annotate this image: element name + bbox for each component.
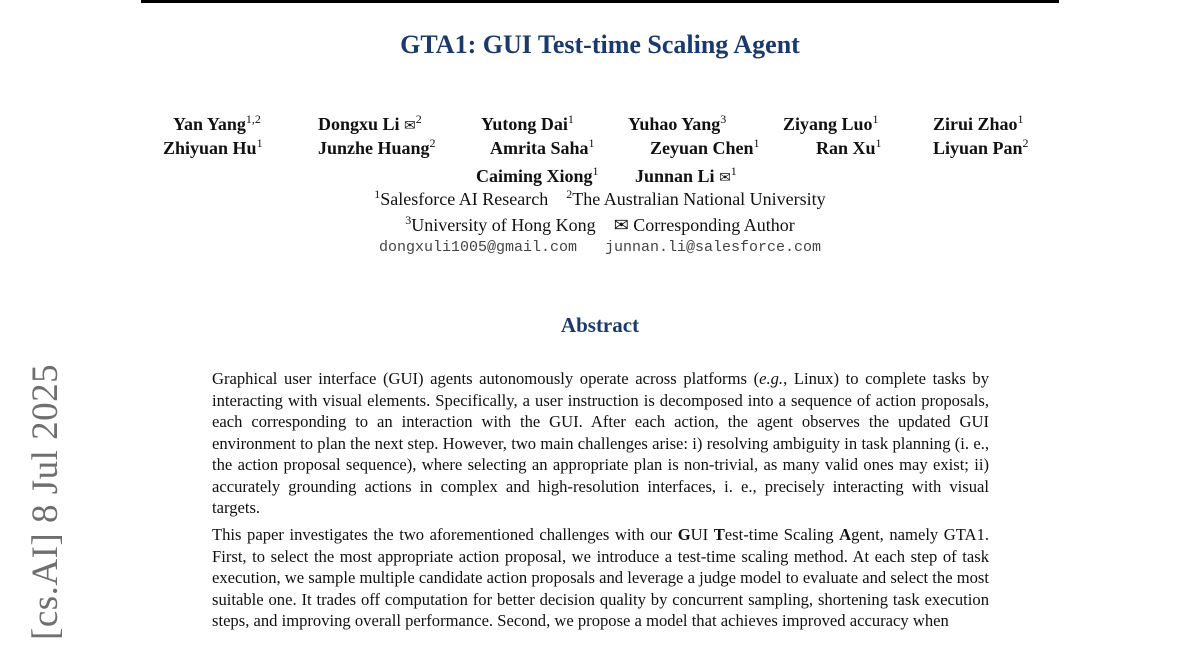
abstract-paragraph-2: This paper investigates the two aforementioned challenges with our GUI Test-time Scaling Agent, namely GTA1. First, to select the most appropriate action proposal, we introduce a test-time scaling method. At each step of task execution, we sample multiple candidate action proposals and leverage a judge model to evaluate and select the most suitable one. It trades off computation for better decision quality by concurrent sampling, shortening task execution steps, and improving overall performance. Second, we propose a model that achieves improved accuracy when — [212, 525, 990, 630]
email-line — [0, 239, 1200, 256]
author-zirui-zhao: Zirui Zhao$^1$ — [933, 112, 1024, 134]
envelope-icon: ✉ — [404, 119, 416, 134]
author-yuhao-yang: Yuhao Yang$^3$ — [628, 112, 727, 134]
author-dongxu-li: Dongxu Li ✉$^2$ — [318, 112, 422, 134]
author-junnan-li: Junnan Li ✉$^1$ — [635, 164, 737, 186]
author-amrita-saha: Amrita Saha$^1$ — [490, 136, 595, 158]
affiliations-line-2: $^3$University of Hong Kong ✉ Corresponding Author — [405, 213, 795, 235]
email-dongxu[interactable]: dongxuli1005@gmail.com — [378, 239, 577, 256]
abstract-paragraph-1: Graphical user interface (GUI) agents autonomously operate across platforms (e.g., Linux) to complete tasks by interacting with visual elements. Specifically, a user instruction is decomposed into a sequence of action proposals, each corresponding to an interaction with the GUI. After each action, the agent observes the updated GUI environment to plan the next step. However, two main challenges arise: i) resolving ambiguity in task planning (i. e., the action proposal sequence), where selecting an appropriate plan is non-trivial, as many valid ones may exist; ii) accurately grounding actions in complex and high-resolution interfaces, i. e., precisely interacting with visual targets. — [212, 369, 989, 517]
arxiv-stamp: [cs.AI] 8 Jul 2025 — [25, 363, 66, 640]
envelope-icon: ✉ — [613, 215, 629, 235]
author-ziyang-luo: Ziyang Luo$^1$ — [783, 112, 879, 134]
author-caiming-xiong: Caiming Xiong$^1$ — [476, 164, 599, 186]
author-liyuan-pan: Liyuan Pan$^2$ — [933, 136, 1029, 158]
author-zhiyuan-hu: Zhiyuan Hu$^1$ — [163, 136, 263, 158]
author-junzhe-huang: Junzhe Huang$^2$ — [318, 136, 436, 158]
abstract-heading: Abstract — [560, 313, 640, 337]
top-rule — [141, 0, 1059, 3]
author-ran-xu: Ran Xu$^1$ — [816, 136, 882, 158]
affiliations-line-1: $^1$Salesforce AI Research $^2$The Australian National University — [374, 187, 826, 209]
author-yutong-dai: Yutong Dai$^1$ — [481, 112, 574, 134]
envelope-icon: ✉ — [719, 171, 731, 186]
author-yan-yang: Yan Yang$^{1,2}$ — [173, 112, 261, 134]
paper-title: GTA1: GUI Test-time Scaling Agent — [400, 30, 800, 59]
email-junnan[interactable]: junnan.li@salesforce.com — [605, 239, 822, 256]
author-zeyuan-chen: Zeyuan Chen$^1$ — [650, 136, 760, 158]
